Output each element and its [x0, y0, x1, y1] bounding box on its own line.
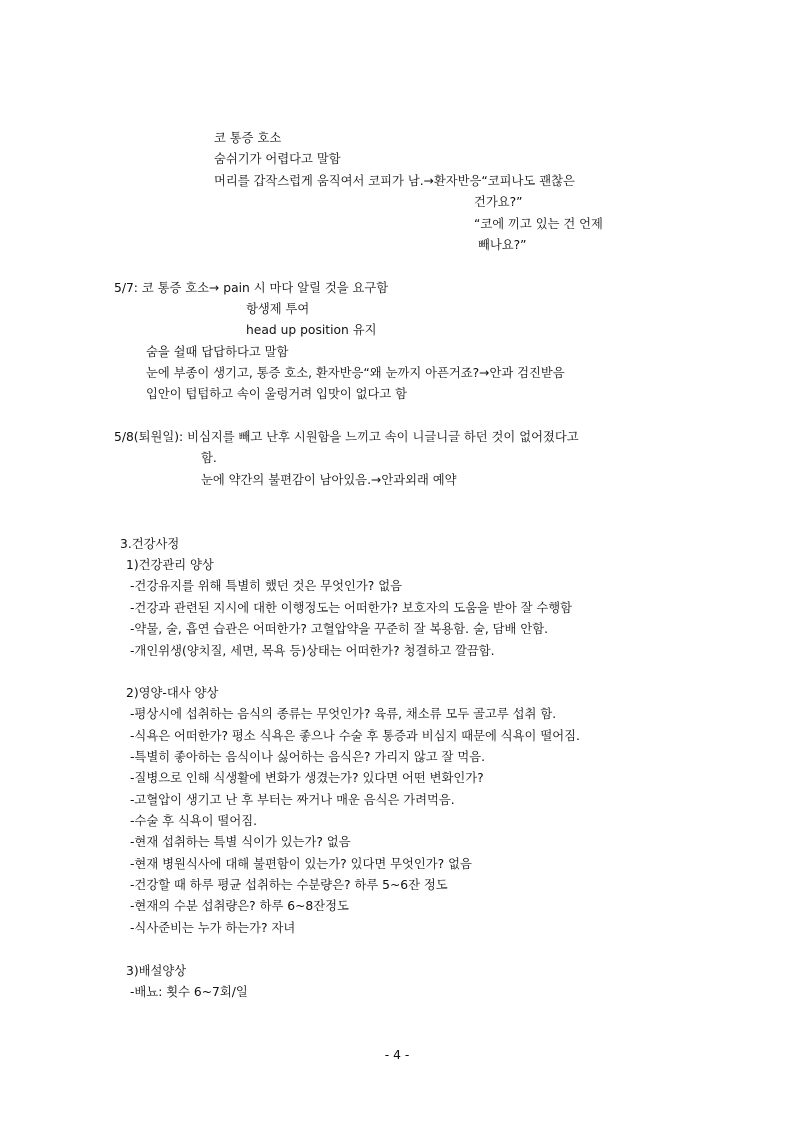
subsection-title: 3)배설양상	[126, 964, 187, 978]
list-item: -배뇨: 횟수 6~7회/일	[130, 985, 248, 999]
list-item: -건강유지를 위해 특별히 했던 것은 무엇인가? 없음	[130, 579, 402, 593]
text-line: 눈에 약간의 불편감이 남아있음.→안과외래 예약	[201, 473, 457, 487]
list-item: -식사준비는 누가 하는가? 자녀	[130, 921, 296, 935]
text-line: 빼나요?”	[478, 238, 527, 252]
list-item: -개인위생(양치질, 세면, 목욕 등)상태는 어떠한가? 청결하고 깔끔함.	[130, 644, 495, 658]
text-line: 숨을 쉴때 답답하다고 말함	[146, 345, 289, 359]
text-line: head up position 유지	[246, 323, 377, 337]
section-title: 3.건강사정	[120, 537, 180, 551]
list-item: -평상시에 섭취하는 음식의 종류는 무엇인가? 육류, 채소류 모두 골고루 섭취 함.	[130, 707, 557, 721]
list-item: -건강할 때 하루 평균 섭취하는 수분량은? 하루 5~6잔 정도	[130, 878, 448, 892]
subsection-title: 1)건강관리 양상	[126, 558, 214, 572]
text-line: 항생제 투여	[246, 302, 310, 316]
text-line: 눈에 부종이 생기고, 통증 호소, 환자반응“왜 눈까지 아픈거죠?→안과 검진받음	[146, 366, 565, 380]
list-item: -건강과 관련된 지시에 대한 이행정도는 어떠한가? 보호자의 도움을 받아 잘 수행함	[130, 601, 573, 615]
text-line: 숨쉬기가 어렵다고 말함	[214, 152, 341, 166]
text-line: 함.	[201, 451, 217, 465]
list-item: -약물, 술, 흡연 습관은 어떠한가? 고혈압약을 꾸준히 잘 복용함. 술, 담배 안함.	[130, 622, 548, 636]
list-item: -질병으로 인해 식생활에 변화가 생겼는가? 있다면 어떤 변화인가?	[130, 771, 484, 785]
list-item: -현재 섭취하는 특별 식이가 있는가? 없음	[130, 835, 351, 849]
list-item: -현재의 수분 섭취량은? 하루 6~8잔정도	[130, 899, 349, 913]
text-line: 5/8(퇴원일): 비심지를 빼고 난후 시원함을 느끼고 속이 니글니글 하던 것이 없어졌다고	[114, 430, 579, 444]
list-item: -현재 병원식사에 대해 불편함이 있는가? 있다면 무엇인가? 없음	[130, 857, 472, 871]
list-item: -고혈압이 생기고 난 후 부터는 짜거나 매운 음식은 가려먹음.	[130, 793, 455, 807]
text-line: 건가요?”	[474, 195, 523, 209]
subsection-title: 2)영양-대사 양상	[126, 686, 219, 700]
page-number: - 4 -	[384, 1048, 410, 1062]
text-line: 머리를 갑작스럽게 움직여서 코피가 남.→환자반응“코피나도 괜찮은	[214, 174, 575, 188]
text-line: 코 통증 호소	[214, 131, 282, 145]
text-line: 5/7: 코 통증 호소→ pain 시 마다 알릴 것을 요구함	[114, 281, 389, 295]
list-item: -특별히 좋아하는 음식이나 싫어하는 음식은? 가리지 않고 잘 먹음.	[130, 750, 485, 764]
text-line: 입안이 텁텁하고 속이 울렁거려 입맛이 없다고 함	[146, 387, 408, 401]
list-item: -수술 후 식욕이 떨어짐.	[130, 814, 257, 828]
list-item: -식욕은 어떠한가? 평소 식욕은 좋으나 수술 후 통증과 비심지 때문에 식욕이 떨어짐.	[130, 729, 580, 743]
text-line: “코에 끼고 있는 건 언제	[474, 217, 603, 231]
